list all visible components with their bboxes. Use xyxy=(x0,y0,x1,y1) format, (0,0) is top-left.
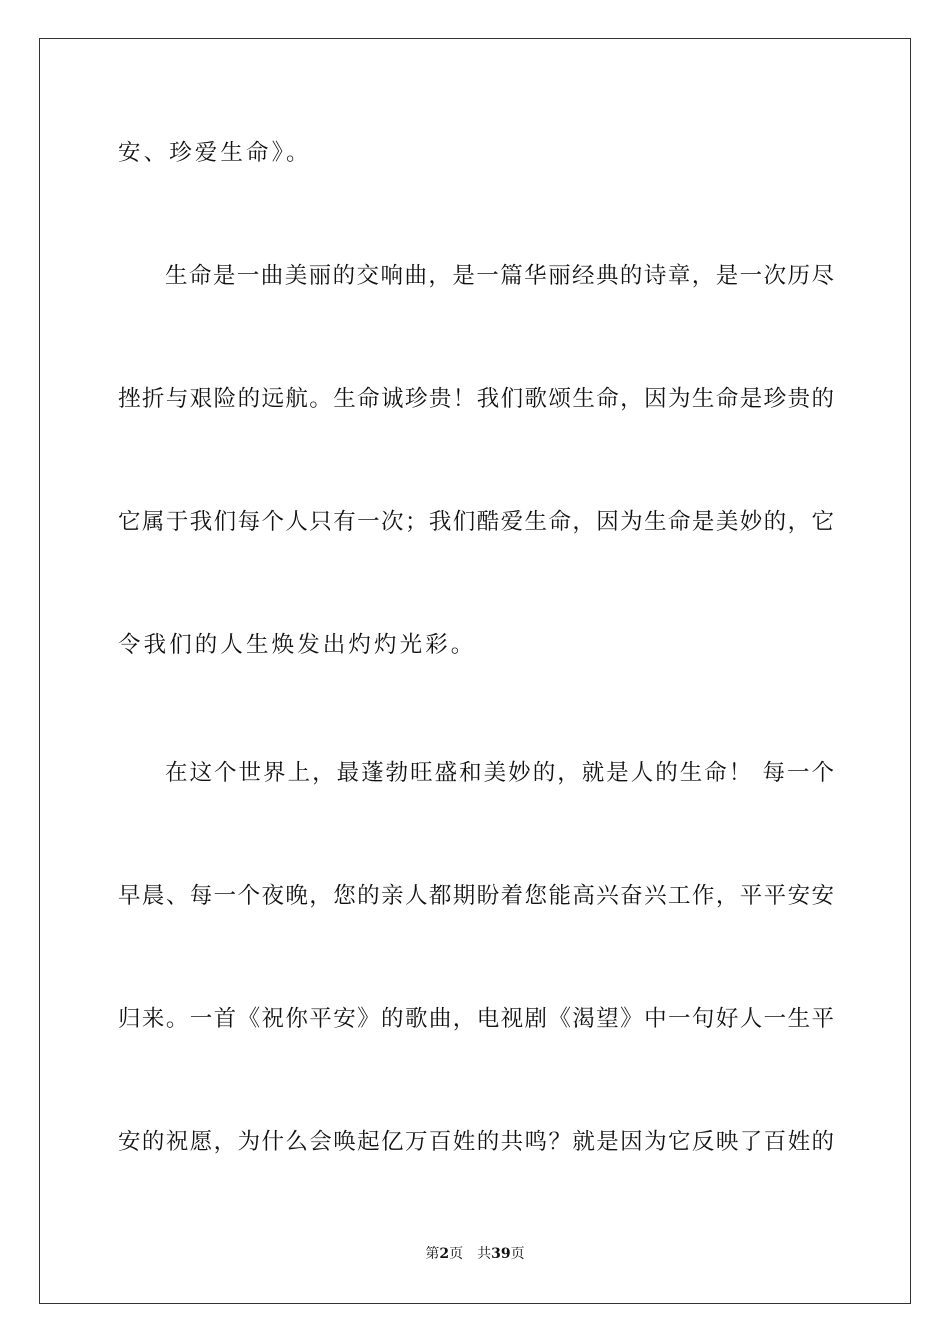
text-line-4: 它属于我们每个人只有一次；我们酷爱生命，因为生命是美妙的，它 xyxy=(118,509,834,535)
text-line-5: 令我们的人生焕发出灼灼光彩。 xyxy=(118,632,477,658)
total-prefix: 共 xyxy=(477,1246,492,1262)
page-number: 2 xyxy=(439,1246,450,1262)
page-suffix: 页 xyxy=(449,1246,464,1262)
page-footer xyxy=(0,1244,950,1264)
text-line-3: 挫折与艰险的远航。生命诚珍贵！我们歌颂生命，因为生命是珍贵的 xyxy=(118,386,834,412)
total-suffix: 页 xyxy=(510,1246,525,1262)
text-line-1: 安、珍爱生命》。 xyxy=(118,140,312,166)
page-prefix: 第 xyxy=(425,1246,440,1262)
page-frame xyxy=(39,38,911,1304)
total-pages: 39 xyxy=(491,1246,511,1262)
text-line-9: 安的祝愿，为什么会唤起亿万百姓的共鸣？就是因为它反映了百姓的 xyxy=(118,1129,834,1155)
text-line-8: 归来。一首《祝你平安》的歌曲，电视剧《渴望》中一句好人一生平 xyxy=(118,1006,834,1032)
text-line-2: 生命是一曲美丽的交响曲，是一篇华丽经典的诗章，是一次历尽 xyxy=(165,263,834,289)
text-line-7: 早晨、每一个夜晚，您的亲人都期盼着您能高兴奋兴工作，平平安安 xyxy=(118,883,834,909)
text-line-6: 在这个世界上，最蓬勃旺盛和美妙的，就是人的生命！ 每一个 xyxy=(165,760,834,786)
